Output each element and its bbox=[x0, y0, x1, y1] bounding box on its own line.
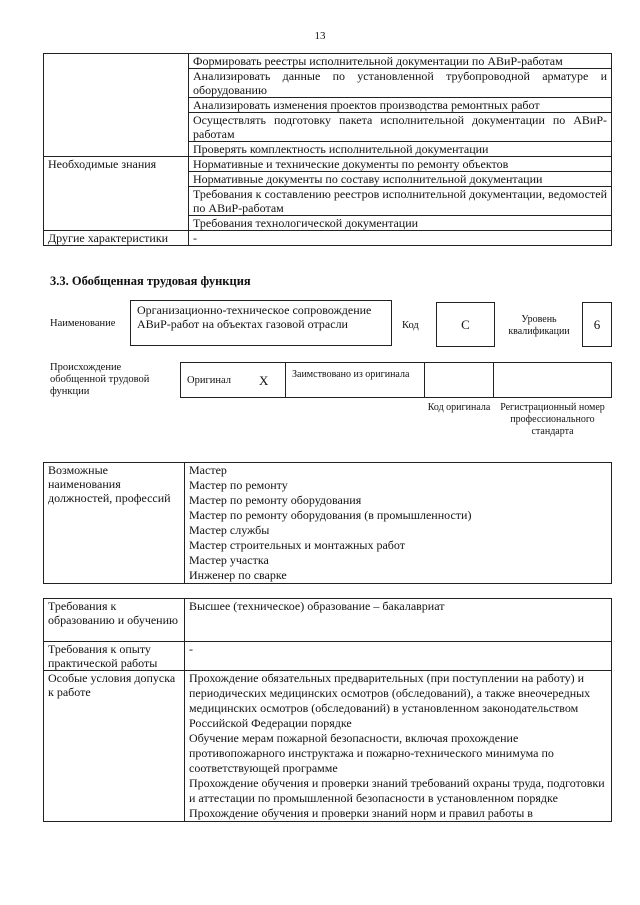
condition-item: Прохождение обязательных предварительных (при поступлении на работу) и периодических медицинских осмотров (обследований), а также внеочередных медицинских осмотров (обследований) в установленном законодательством Российской Федерации порядке bbox=[189, 671, 591, 730]
position-item: Мастер по ремонту bbox=[189, 478, 288, 492]
position-item: Мастер по ремонту оборудования (в промышленности) bbox=[189, 508, 472, 522]
code-label: Код bbox=[402, 320, 419, 331]
position-item: Инженер по сварке bbox=[189, 568, 287, 582]
original-code-box bbox=[424, 362, 494, 398]
skill-item: Формировать реестры исполнительной документации по АВиР-работам bbox=[189, 54, 612, 69]
level-box bbox=[582, 302, 612, 347]
section-title: 3.3. Обобщенная трудовая функция bbox=[50, 274, 251, 288]
position-item: Мастер строительных и монтажных работ bbox=[189, 538, 405, 552]
condition-item: Прохождение обучения и проверки знаний требований охраны труда, подготовки и аттестации по промышленной безопасности в установленном порядке bbox=[189, 776, 605, 805]
conditions-list bbox=[185, 671, 612, 822]
origin-label: Происхождение обобщенной трудовой функции bbox=[50, 362, 150, 397]
condition-item: Прохождение обучения и проверки знаний норм и правил работы в bbox=[189, 806, 533, 820]
code-box bbox=[436, 302, 495, 347]
positions-label: Возможные наименования должностей, профессий bbox=[44, 463, 185, 584]
name-label: Наименование bbox=[50, 318, 116, 329]
position-item: Мастер службы bbox=[189, 523, 270, 537]
skill-item: Анализировать данные по установленной трубопроводной арматуре и оборудованию bbox=[189, 69, 612, 98]
function-name-value: Организационно-техническое сопровождение АВиР-работ на объектах газовой отрасли bbox=[137, 303, 372, 331]
original-label: Оригинал bbox=[187, 375, 231, 386]
level-value: 6 bbox=[593, 316, 601, 332]
skills-label-cell bbox=[44, 54, 189, 157]
conditions-label: Особые условия допуска к работе bbox=[44, 671, 185, 822]
original-mark: X bbox=[259, 373, 269, 388]
position-item: Мастер bbox=[189, 463, 227, 477]
knowledge-item: Требования технологической документации bbox=[189, 216, 612, 231]
level-label: Уровень квалификации bbox=[508, 314, 570, 337]
positions-table bbox=[43, 462, 612, 584]
knowledge-item: Требования к составлению реестров исполнительной документации, ведомостей по АВиР-работам bbox=[189, 187, 612, 216]
registration-number-box bbox=[493, 362, 612, 398]
other-characteristics-label: Другие характеристики bbox=[44, 231, 189, 246]
skill-item: Анализировать изменения проектов производства ремонтных работ bbox=[189, 98, 612, 113]
registration-number-caption: Регистрационный номер профессионального стандарта bbox=[500, 402, 605, 437]
education-label: Требования к образованию и обучению bbox=[44, 599, 185, 642]
code-value: C bbox=[461, 316, 470, 332]
borrowed-box bbox=[285, 362, 425, 398]
original-box bbox=[180, 362, 286, 398]
skill-item: Осуществлять подготовку пакета исполнительной документации по АВиР-работам bbox=[189, 113, 612, 142]
knowledge-item: Нормативные и технические документы по ремонту объектов bbox=[189, 157, 612, 172]
page-number: 13 bbox=[314, 30, 326, 42]
requirements-table bbox=[43, 598, 612, 822]
experience-value: - bbox=[185, 642, 612, 671]
education-value: Высшее (техническое) образование – бакалавриат bbox=[185, 599, 612, 642]
positions-list bbox=[185, 463, 612, 584]
other-characteristics-value: - bbox=[189, 231, 612, 246]
borrowed-label: Заимствовано из оригинала bbox=[292, 369, 410, 380]
condition-item: Обучение мерам пожарной безопасности, включая прохождение противопожарного инструктажа и пожарно-технического минимума по соответствующей программе bbox=[189, 731, 554, 775]
knowledge-label: Необходимые знания bbox=[44, 157, 189, 231]
skills-knowledge-table bbox=[43, 53, 612, 246]
original-code-caption: Код оригинала bbox=[427, 402, 491, 413]
knowledge-item: Нормативные документы по составу исполнительной документации bbox=[189, 172, 612, 187]
experience-label: Требования к опыту практической работы bbox=[44, 642, 185, 671]
position-item: Мастер участка bbox=[189, 553, 269, 567]
skill-item: Проверять комплектность исполнительной документации bbox=[189, 142, 612, 157]
position-item: Мастер по ремонту оборудования bbox=[189, 493, 362, 507]
function-name-box bbox=[130, 300, 392, 346]
